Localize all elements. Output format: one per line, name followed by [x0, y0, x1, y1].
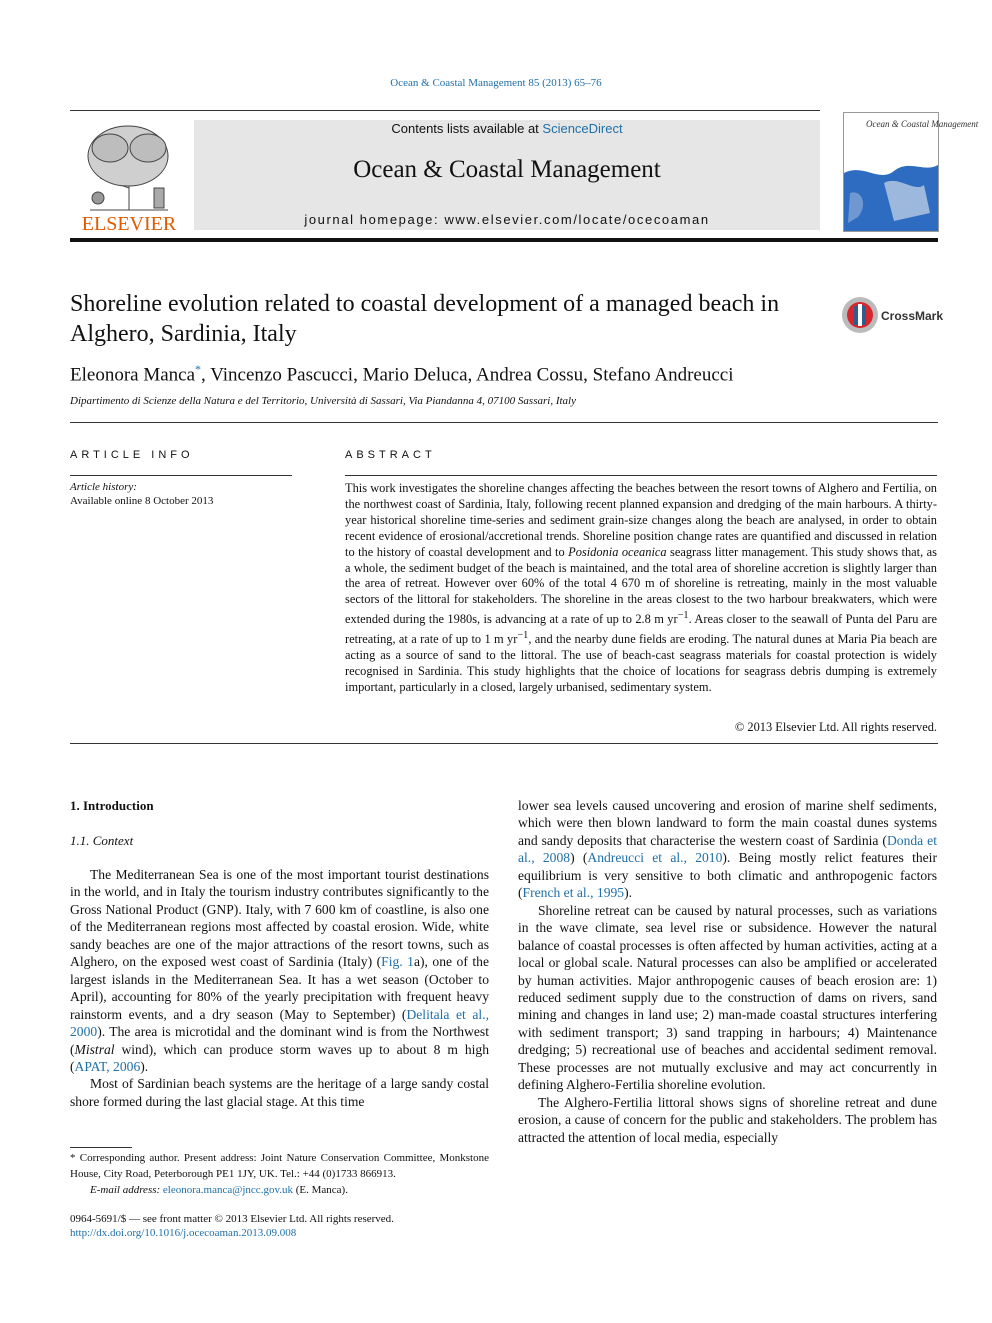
reference-link[interactable]: Delitala et al., 2000 [70, 1006, 489, 1040]
figure-link[interactable]: Fig. 1 [381, 954, 414, 970]
paragraph [70, 866, 489, 1075]
text-run: The Mediterranean Sea is one of the most important tourist destinations in the world, and in Italy the tourism industry contributes significantly to the Gross National Product (GNP). Italy, with 7 600 km of coastline, is also one of the Mediterranean regions most affected by coastal erosion. Wide, white sandy beaches are one of the major attractions of the resort towns, such as Alghero, on the exposed west coast of Sardinia (Italy) ( [70, 867, 489, 970]
abstract-rule [345, 475, 937, 476]
title-rule [70, 422, 938, 423]
paragraph: The Alghero-Fertilia littoral shows signs of shoreline retreat and dune erosion, a cause of concern for the public and stakeholders. The problem has attracted the attention of local media, especially [518, 1094, 937, 1145]
footnote-email-line [70, 1182, 489, 1198]
paragraph [518, 797, 937, 902]
reference-link[interactable]: APAT, 2006 [74, 1058, 141, 1074]
footnote-text: * Corresponding author. Present address: Joint Nature Conservation Committee, Monkstone House, City Road, Peterborough PE1 1JY, UK. Tel.: +44 (0)1733 866913. [70, 1152, 489, 1180]
abstract-part-3: . Areas closer to the seawall of Punta del Paru are retreating, at a rate of up to 1 m yr [345, 612, 937, 647]
journal-citation[interactable]: Ocean & Coastal Management 85 (2013) 65–76 [390, 77, 602, 89]
exponent-2: −1 [517, 630, 529, 642]
affiliation: Dipartimento di Scienze della Natura e del Territorio, Università di Sassari, Via Piandanna 4, 07100 Sassari, Italy [70, 395, 576, 407]
text-run: ). Being mostly relict features their equilibrium is very sensitive to both climatic and anthropogenic factors ( [518, 850, 937, 901]
abstract-heading: ABSTRACT [345, 449, 436, 461]
article-info-rule [70, 475, 292, 476]
journal-homepage [194, 212, 820, 227]
footnote-rule [70, 1147, 132, 1148]
crossmark-label: CrossMark [881, 309, 944, 323]
crossmark-badge[interactable] [840, 295, 944, 335]
crossmark-icon [840, 295, 944, 335]
reference-link[interactable]: Andreucci et al., 2010 [587, 850, 723, 866]
subsection-heading: 1.1. Context [70, 833, 134, 848]
doi-link[interactable]: http://dx.doi.org/10.1016/j.ocecoaman.2013.09.008 [70, 1227, 297, 1239]
abstract-text [345, 481, 937, 696]
author-corresponding[interactable]: Eleonora Manca [70, 364, 196, 386]
reference-link[interactable]: French et al., 1995 [522, 885, 625, 901]
issn-block [70, 1212, 394, 1240]
homepage-link[interactable]: www.elsevier.com/locate/ocecoaman [444, 212, 710, 227]
contents-prefix: Contents lists available at [391, 121, 543, 136]
journal-cover [843, 112, 979, 232]
author-others: , Vincenzo Pascucci, Mario Deluca, Andrea Cossu, Stefano Andreucci [201, 364, 734, 386]
text-run: ). The area is microtidal and the dominant wind is from the Northwest ( [70, 1024, 489, 1057]
abstract-part-1: This work investigates the shoreline changes affecting the beaches between the resort towns of Alghero and Fertilia, on the northwest coast of Sardinia, Italy, following recent planned expansion and dredging of the main harbours. A thirty-year historical shoreline time-series and sediment grain-size changes along the beach are analysed, in order to obtain recent evidence of erosional/accretional trends. Shoreline position change rates are quantified and discussed in relation to the history of coastal development and to [345, 481, 937, 559]
text-run: ). [624, 885, 633, 901]
text-run: ) ( [570, 850, 588, 866]
elsevier-logo [70, 118, 188, 236]
article-info-heading: ARTICLE INFO [70, 449, 194, 461]
history-label: Article history: [70, 481, 137, 493]
homepage-prefix: journal homepage: [304, 212, 445, 227]
paragraph: Most of Sardinian beach systems are the heritage of a large sandy costal shore formed during the last glacial stage. At this time [70, 1076, 489, 1109]
author-list [70, 362, 734, 386]
footnote [70, 1150, 489, 1198]
sciencedirect-link[interactable]: ScienceDirect [542, 121, 623, 136]
body-column-right [518, 797, 937, 1146]
corresponding-mark[interactable]: * [195, 362, 202, 376]
header-bottom-rule [70, 238, 938, 242]
email-label: E-mail address: [90, 1184, 163, 1196]
elsevier-tree-icon [70, 118, 188, 236]
abstract-species: Posidonia oceanica [568, 544, 667, 559]
contents-line [194, 121, 820, 136]
paragraph: Shoreline retreat can be caused by natural processes, such as variations in the wave climate, sea level rise or subsidence. However the natural balance of coastal processes is often affected by human activities, acting at a local or global scale. Natural processes can also be amplified or accelerated by human activities. Major anthropogenic causes of beach erosion are: 1) reduced sediment supply due to the construction of dams on rivers, sand mining and changes in land use; 2) man-made coastal structures interfering with sediment transport; 3) sand trapping in harbours; 4) Maintenance dredging; 5) recreational use of beaches and accidental sediment removal. These processes are not mutually exclusive and may act concurrently in defining Alghero-Fertilia shoreline evolution. [518, 902, 937, 1093]
text-run: a), one of the largest islands in the Mediterranean Sea. It has a wet season (October to April), accounting for 80% of the yearly precipitation with frequent heavy rainstorm events, and a dry season (May to September) ( [70, 954, 489, 1022]
text-run: wind), which can produce storm waves up to about 8 m high ( [70, 1041, 489, 1074]
journal-cover-image [844, 113, 979, 231]
issn-line: 0964-5691/$ — see front matter © 2013 Elsevier Ltd. All rights reserved. [70, 1213, 394, 1225]
abstract-copyright: © 2013 Elsevier Ltd. All rights reserved. [734, 720, 937, 734]
article-title: Shoreline evolution related to coastal development of a managed beach in Alghero, Sardinia, Italy [70, 291, 780, 347]
body-column-left [70, 866, 489, 1110]
abstract-part-2: seagrass litter management. This study shows that, as a whole, the sediment budget of the beach is maintained, and the total area of shoreline accretion is slightly larger than the area of retreat. However over 60% of the total 4 670 m of shoreline is retreating, mainly in the most valuable sectors of the littoral for stakeholders. The shoreline in the areas closest to the two harbour breakwaters, which were extended during the 1980s, is advancing at a rate of up to 2.8 m yr [345, 544, 937, 627]
text-run: lower sea levels caused uncovering and erosion of marine shelf sediments, which were then blown landward to form the main coastal dunes systems and sandy deposits that characterise the western coast of Sardinia ( [518, 798, 937, 848]
email-suffix: (E. Manca). [292, 1184, 348, 1196]
text-run: ). [140, 1058, 149, 1074]
header-top-rule [70, 110, 820, 111]
section-heading: 1. Introduction [70, 798, 154, 813]
text-run-italic: Mistral [74, 1041, 115, 1057]
history-value: Available online 8 October 2013 [70, 495, 214, 507]
exponent-1: −1 [677, 610, 689, 622]
elsevier-wordmark: ELSEVIER [81, 213, 177, 235]
reference-link[interactable]: Donda et al., 2008 [518, 832, 937, 866]
cover-title: Ocean & Coastal Management [866, 119, 979, 129]
article-history [70, 480, 213, 508]
email-link[interactable]: eleonora.manca@jncc.gov.uk [162, 1184, 293, 1196]
abstract-part-4: , and the nearby dune fields are eroding. The natural dunes at Maria Pia beach are acting as a source of sand to the littoral. The use of beach-cast seagrass materials for coastal protection is widely recognised in Sardinia. This study highlights that the choice of locations for seagrass debris dumping is extremely important, particularly in a closed, largely urbanised, sedimentary system. [345, 632, 937, 695]
abstract-bottom-rule [70, 743, 938, 744]
journal-title: Ocean & Coastal Management [353, 156, 661, 183]
